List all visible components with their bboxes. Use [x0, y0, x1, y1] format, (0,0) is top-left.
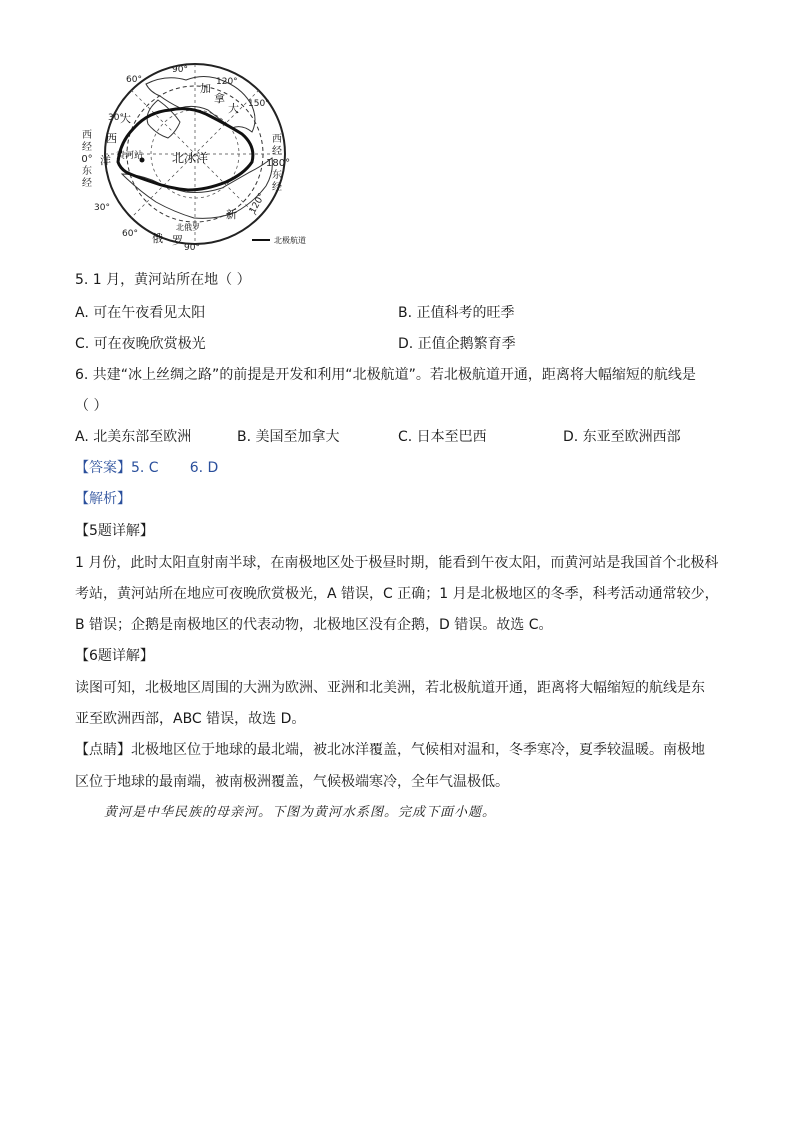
analysis-label: 【解析】 — [75, 491, 131, 507]
q6-option-d[interactable]: D. 东亚至欧洲西部 — [563, 429, 681, 445]
left-side-char: 西 — [82, 130, 92, 141]
label-na: 拿 — [214, 92, 225, 105]
map-left-side-labels — [80, 130, 94, 190]
legend-route-label: 北极航道 — [274, 236, 306, 245]
deg-right150: 150° — [248, 99, 270, 109]
tip-text: 北极地区位于地球的最北端，被北冰洋覆盖，气候相对温和，冬季寒冷，夏季较温暖。南极地 — [131, 742, 705, 758]
deg-left30b: 30° — [94, 203, 110, 213]
label-xin: 新 — [226, 208, 237, 221]
label-huanghe-station: 黄河站 — [116, 151, 144, 161]
q6-option-c[interactable]: C. 日本至巴西 — [398, 429, 487, 445]
left-side-char: 经 — [82, 142, 92, 153]
detail6-line: 读图可知，北极地区周围的大洲为欧洲、亚洲和北美洲，若北极航道开通，距离将大幅缩短的航线是东 — [75, 680, 705, 696]
left-side-char: 东 — [82, 166, 92, 177]
right-side-char: 经 — [272, 146, 282, 157]
arctic-route-line — [118, 109, 253, 190]
detail5-line: 1 月份，此时太阳直射南半球，在南极地区处于极昼时期，能看到午夜太阳，而黄河站是我国首个北极科 — [75, 555, 719, 571]
tip-line-2: 区位于地球的最南端，被南极洲覆盖，气候极端寒冷，全年气温极低。 — [75, 774, 509, 790]
right-side-char: 180° — [266, 158, 291, 169]
detail6-label: 【6题详解】 — [75, 648, 154, 664]
detail5-label: 【5题详解】 — [75, 523, 154, 539]
right-side-char: 经 — [272, 182, 282, 193]
label-xi: 西 — [106, 132, 117, 145]
detail5-line: 考站，黄河站所在地应可夜晚欣赏极光，A 错误，C 正确；1 月是北极地区的冬季，科考活动通常较少， — [75, 586, 719, 602]
label-arctic-ocean: 北冰洋 — [172, 151, 209, 165]
label-luo: 罗 — [172, 234, 183, 247]
deg-left30: 30° — [108, 113, 124, 123]
next-question-intro: 黄河是中华民族的母亲河。下图为黄河水系图。完成下面小题。 — [104, 805, 497, 820]
deg-bottom60: 60° — [122, 229, 138, 239]
right-side-char: 东 — [272, 170, 282, 181]
q6-paren: （ ） — [75, 398, 108, 414]
label-bei-bao-luo: 北俄罗 — [176, 223, 200, 232]
right-side-char: 西 — [272, 134, 282, 145]
left-side-char: 经 — [82, 178, 92, 189]
deg-top60: 60° — [126, 75, 142, 85]
deg-top120: 120° — [216, 77, 238, 87]
q5-option-d[interactable]: D. 正值企鹅繁育季 — [398, 336, 516, 352]
q6-option-b[interactable]: B. 美国至加拿大 — [237, 429, 340, 445]
deg-top90: 90° — [172, 65, 188, 75]
deg-right120: 120° — [247, 191, 268, 216]
tip-line-1 — [75, 741, 705, 759]
q5-option-b[interactable]: B. 正值科考的旺季 — [398, 305, 515, 321]
answer-label: 【答案】 — [75, 460, 131, 476]
q6-option-a[interactable]: A. 北美东部至欧洲 — [75, 429, 192, 445]
label-da2: 大 — [120, 112, 131, 125]
detail5-line: B 错误；企鹅是南极地区的代表动物，北极地区没有企鹅，D 错误。故选 C。 — [75, 617, 553, 633]
label-e: 俄 — [152, 232, 163, 245]
detail6-line: 亚至欧洲西部，ABC 错误，故选 D。 — [75, 711, 306, 727]
q5-option-c[interactable]: C. 可在夜晚欣赏极光 — [75, 336, 206, 352]
label-yang: 洋 — [100, 154, 111, 167]
map-right-side-labels — [266, 134, 291, 194]
q5-stem: 5. 1 月，黄河站所在地（ ） — [75, 272, 251, 288]
deg-bottom90: 90° — [184, 243, 200, 252]
answer-text: 5. C 6. D — [131, 460, 219, 476]
answer-line — [75, 459, 218, 477]
q6-stem: 6. 共建“冰上丝绸之路”的前提是开发和利用“北极航道”。若北极航道开通，距离将大幅缩短的航线是 — [75, 367, 696, 383]
label-da: 大 — [228, 102, 239, 115]
q5-option-a[interactable]: A. 可在午夜看见太阳 — [75, 305, 206, 321]
left-side-char: 0° — [81, 154, 93, 165]
label-jia: 加 — [200, 82, 211, 95]
tip-label: 【点睛】 — [75, 742, 131, 758]
